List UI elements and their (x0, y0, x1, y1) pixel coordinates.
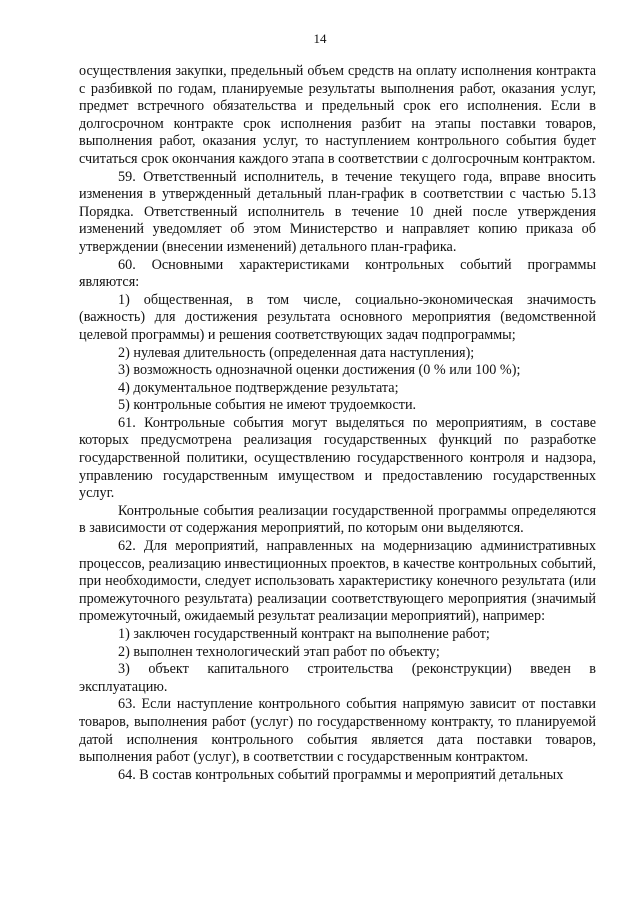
paragraph-item-60: 60. Основными характеристиками контрольных событий программы являются: (79, 256, 596, 291)
paragraph-item-61: 61. Контрольные события могут выделяться по мероприятиям, в составе которых предусмотрена реализация государственных функций по разработке государственной политики, осуществлению государственного контроля и надзора, управлению государственным имуществом и предоставлению государственных услуг. (79, 414, 596, 502)
list-item-62-1: 1) заключен государственный контракт на выполнение работ; (118, 626, 490, 642)
list-item-62-2: 2) выполнен технологический этап работ по объекту; (118, 643, 440, 660)
list-item-60-5: 5) контрольные события не имеют трудоемкости. (118, 397, 417, 414)
paragraph-item-59: 59. Ответственный исполнитель, в течение текущего года, вправе вносить изменения в утвержденный детальный план-график в соответствии с частью 5.13 Порядка. Ответственный исполнитель в течение 10 дней после утверждения изменений уведомляет об этом Министерство и направляет копию приказа об утверждении (внесении изменений) детального план-графика. (79, 168, 596, 255)
paragraph-item-61-continued: Контрольные события реализации государственной программы определяются в зависимости от содержания мероприятий, по которым они выделяются. (79, 502, 596, 537)
list-item-60-3: 3) возможность однозначной оценки достижения (0 % или 100 %); (118, 362, 521, 379)
list-item-60-1: 1) общественная, в том числе, социально-экономическая значимость (важность) для достижения результата основного мероприятия (ведомственной целевой программы) и решения соответствующих задач подпрограммы; (79, 291, 596, 343)
document-body (79, 63, 596, 784)
list-item-60-2: 2) нулевая длительность (определенная дата наступления); (118, 344, 475, 361)
list-item-60-4: 4) документальное подтверждение результата; (118, 379, 399, 396)
paragraph-item-63: 63. Если наступление контрольного события напрямую зависит от поставки товаров, выполнения работ (услуг) по государственному контракту, то планируемой датой исполнения контрольного события является дата поставки товаров, выполнения работ (услуг), в соответствии с государственным контрактом. (79, 696, 596, 766)
paragraph-item-62: 62. Для мероприятий, направленных на модернизацию административных процессов, реализацию инвестиционных проектов, в качестве контрольных событий, при необходимости, следует использовать характеристику конечного результата (или промежуточного результата) реализации соответствующего мероприятия (значимый промежуточный, ожидаемый результат реализации мероприятий), например: (79, 538, 596, 625)
list-item-62-3: 3) объект капитального строительства (реконструкции) введен в эксплуатацию. (79, 661, 596, 695)
paragraph-item-64: 64. В состав контрольных событий программы и мероприятий детальных (118, 766, 564, 783)
paragraph-continuation: осуществления закупки, предельный объем средств на оплату исполнения контракта с разбивкой по годам, планируемые результаты выполнения работ, оказания услуг, предмет встречного обязательства и предельный срок его исполнения. Если в долгосрочном контракте срок исполнения разбит на этапы поставки товаров, выполнения работ, оказания услуг, то наступлением контрольного события будет считаться срок окончания каждого этапа в соответствии с долгосрочным контрактом. (79, 63, 596, 167)
page-number: 14 (313, 31, 327, 46)
